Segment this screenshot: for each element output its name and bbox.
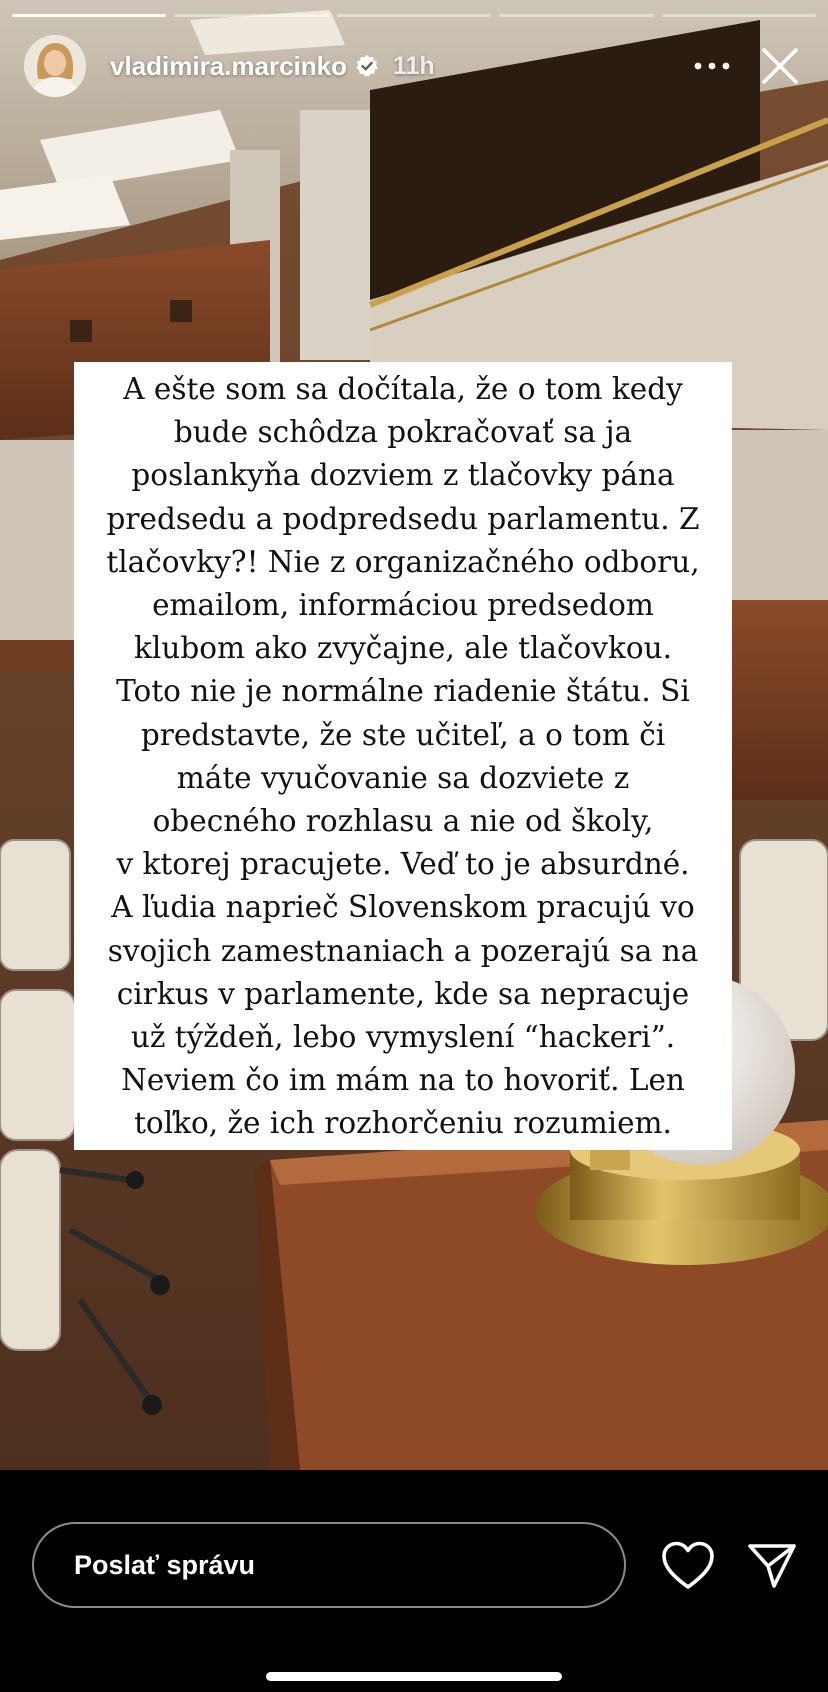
close-button[interactable]	[752, 38, 808, 94]
text-line: máte vyučovanie sa dozviete z	[176, 760, 630, 795]
text-line: obecného rozhlasu a nie od školy,	[152, 804, 654, 839]
text-line: poslankyňa dozviem z tlačovky pána	[131, 458, 675, 493]
text-line: tlačovky?! Nie z organizačného odboru,	[106, 544, 700, 579]
avatar[interactable]	[24, 35, 86, 97]
close-icon	[760, 46, 800, 86]
story-progress-bar	[12, 14, 816, 18]
text-line: už týždeň, lebo vymyslení “hackeri”.	[130, 1020, 676, 1055]
send-icon	[744, 1540, 800, 1592]
text-line: toľko, že ich rozhorčeniu rozumiem.	[134, 1106, 672, 1141]
reply-bar	[0, 1470, 828, 1692]
username[interactable]: vladimira.marcinko	[110, 50, 347, 81]
text-line: Neviem čo im mám na to hovoriť. Len	[121, 1063, 685, 1098]
share-button[interactable]	[744, 1540, 800, 1592]
more-options-button[interactable]	[684, 38, 740, 94]
story-header	[24, 30, 808, 102]
text-line: v ktorej pracujete. Veď to je absurdné.	[116, 847, 690, 882]
text-line: cirkus v parlamente, kde sa nepracuje	[116, 976, 690, 1011]
progress-segment	[662, 14, 816, 17]
more-horizontal-icon	[694, 61, 730, 71]
text-line: emailom, informáciou predsedom	[152, 588, 654, 623]
home-indicator[interactable]	[266, 1672, 562, 1681]
verified-badge-icon	[355, 54, 379, 78]
post-time: 11h	[393, 51, 435, 80]
progress-segment	[12, 14, 166, 17]
text-line: svojich zamestnaniach a pozerajú sa na	[107, 933, 699, 968]
text-line: A ešte som sa dočítala, že o tom kedy	[123, 372, 683, 406]
text-line: predsedu a podpredsedu parlamentu. Z	[106, 501, 700, 536]
heart-icon	[660, 1540, 716, 1592]
progress-segment	[174, 14, 328, 17]
text-line: predstavte, že ste učiteľ, a o tom či	[140, 717, 666, 752]
text-line: klubom ako zvyčajne, ale tlačovkou.	[134, 631, 672, 666]
text-line: Toto nie je normálne riadenie štátu. Si	[116, 674, 690, 709]
text-line: A ľudia naprieč Slovenskom pracujú vo	[111, 890, 695, 925]
progress-segment	[337, 14, 491, 17]
progress-segment	[499, 14, 653, 17]
text-line: bude schôdza pokračovať sa ja	[173, 415, 633, 450]
like-button[interactable]	[660, 1540, 716, 1592]
send-message-input[interactable]	[32, 1522, 626, 1608]
avatar-image	[24, 35, 86, 97]
story-text-card	[74, 362, 732, 1150]
